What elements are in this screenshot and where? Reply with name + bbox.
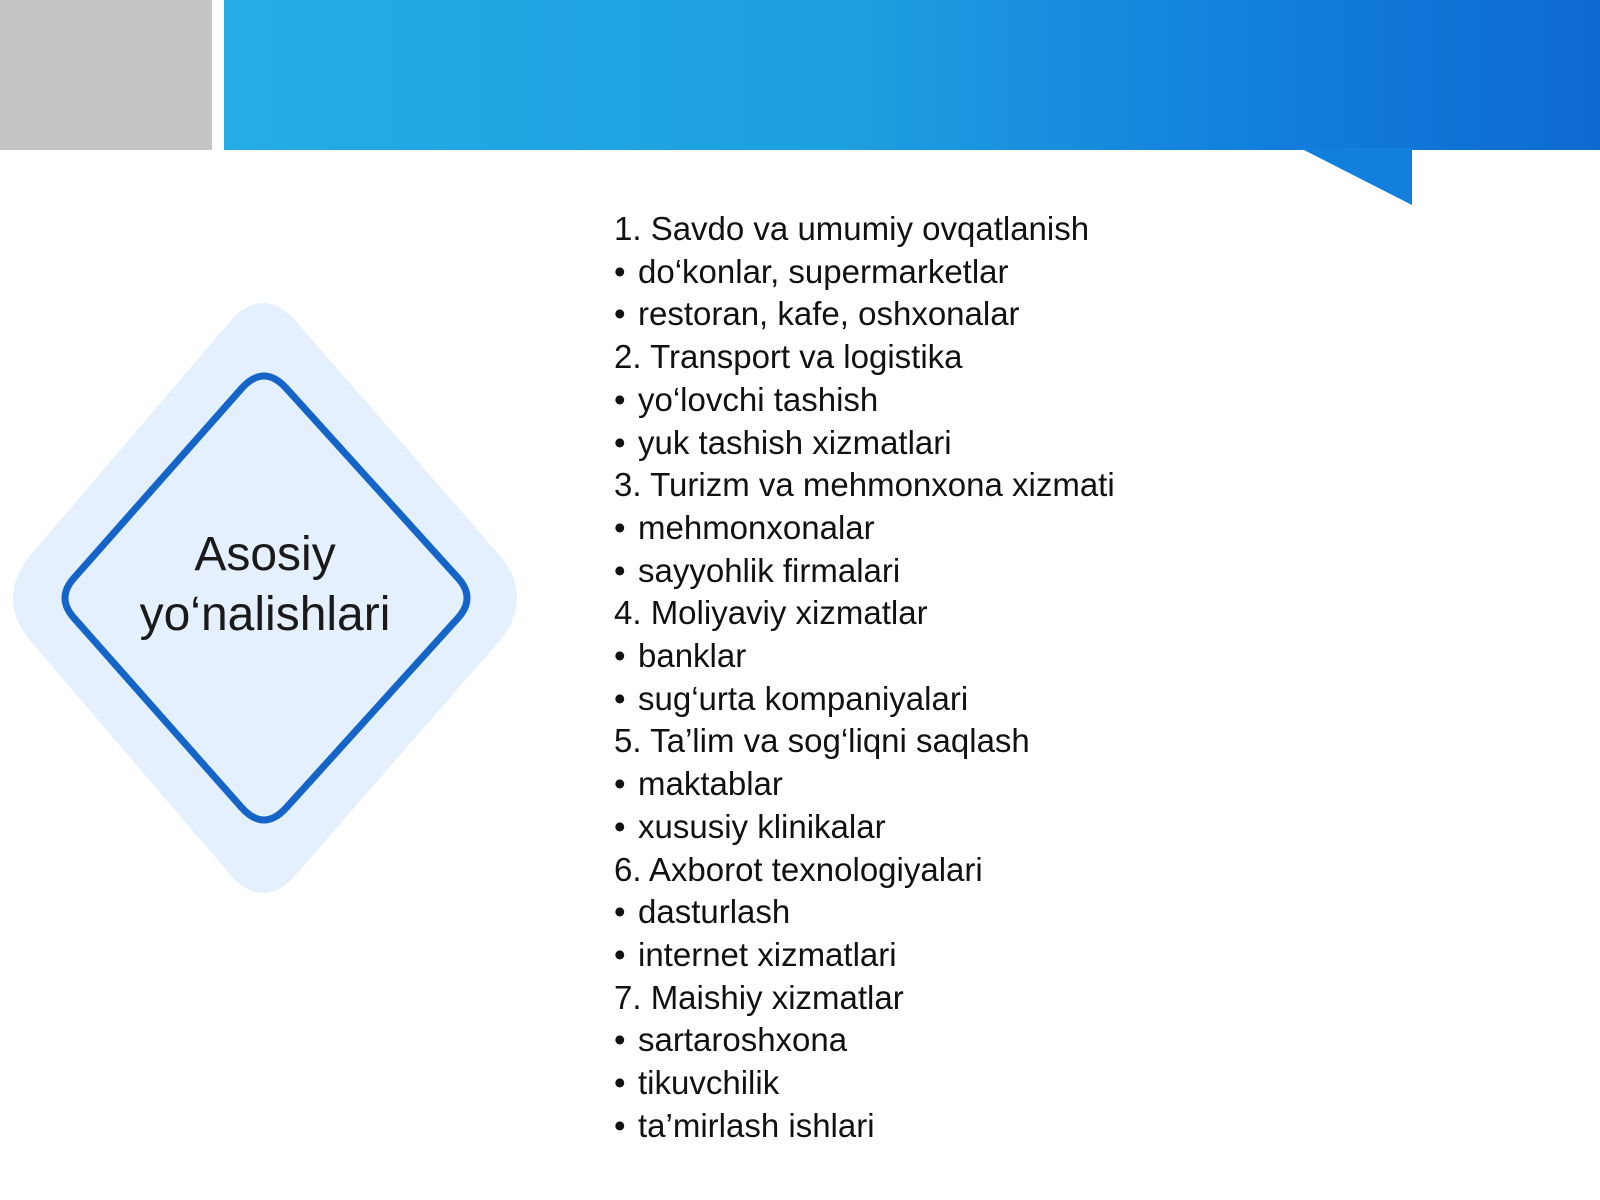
list-item-text: ta’mirlash ishlari [638, 1106, 875, 1144]
list-item [614, 507, 1115, 550]
diamond-title: Asosiy yo‘nalishlari [139, 528, 391, 641]
list-heading [614, 592, 1115, 635]
list-item-text: sartaroshxona [638, 1021, 848, 1059]
list-item-text: internet xizmatlari [638, 935, 897, 973]
list-item-text: restoran, kafe, oshxonalar [638, 295, 1020, 333]
list-item-text: xususiy klinikalar [638, 807, 886, 845]
list-item [614, 806, 1115, 849]
list-item [614, 1105, 1115, 1148]
list-heading-text: 5. Ta’lim va sog‘liqni saqlash [614, 722, 1030, 760]
list-item [614, 934, 1115, 977]
list-heading-text: 1. Savdo va umumiy ovqatlanish [614, 210, 1090, 247]
list-item [614, 763, 1115, 806]
list-heading [614, 464, 1115, 507]
list-item [614, 891, 1115, 934]
content-list [614, 208, 1115, 1147]
list-heading [614, 208, 1115, 251]
list-heading [614, 336, 1115, 379]
list-item [614, 251, 1115, 294]
header-gray-block [0, 0, 212, 150]
list-item-text: banklar [638, 637, 747, 675]
list-heading-text: 6. Axborot texnologiyalari [614, 850, 983, 888]
list-heading-text: 7. Maishiy xizmatlar [614, 978, 904, 1016]
list-item-text: yuk tashish xizmatlari [638, 423, 952, 461]
list-item [614, 1062, 1115, 1105]
list-heading-text: 2. Transport va logistika [614, 338, 963, 376]
list-item-text: sug‘urta kompaniyalari [638, 679, 969, 717]
list-heading-text: 4. Moliyaviy xizmatlar [614, 594, 928, 632]
list-item-text: mehmonxonalar [638, 508, 875, 546]
list-item [614, 635, 1115, 678]
list-item-text: maktablar [638, 765, 783, 803]
list-item [614, 293, 1115, 336]
list-item [614, 422, 1115, 465]
list-heading [614, 720, 1115, 763]
list-item-text: yo‘lovchi tashish [638, 380, 879, 418]
list-heading [614, 849, 1115, 892]
list-item [614, 678, 1115, 721]
list-item-text: do‘konlar, supermarketlar [638, 252, 1009, 290]
list-item [614, 550, 1115, 593]
list-heading [614, 977, 1115, 1020]
list-heading-text: 3. Turizm va mehmonxona xizmati [614, 466, 1115, 504]
list-item-text: tikuvchilik [638, 1064, 780, 1102]
list-item [614, 1019, 1115, 1062]
header-blue-band [224, 0, 1600, 150]
list-item [614, 379, 1115, 422]
list-item-text: sayyohlik firmalari [638, 551, 901, 589]
list-item-text: dasturlash [638, 893, 791, 931]
